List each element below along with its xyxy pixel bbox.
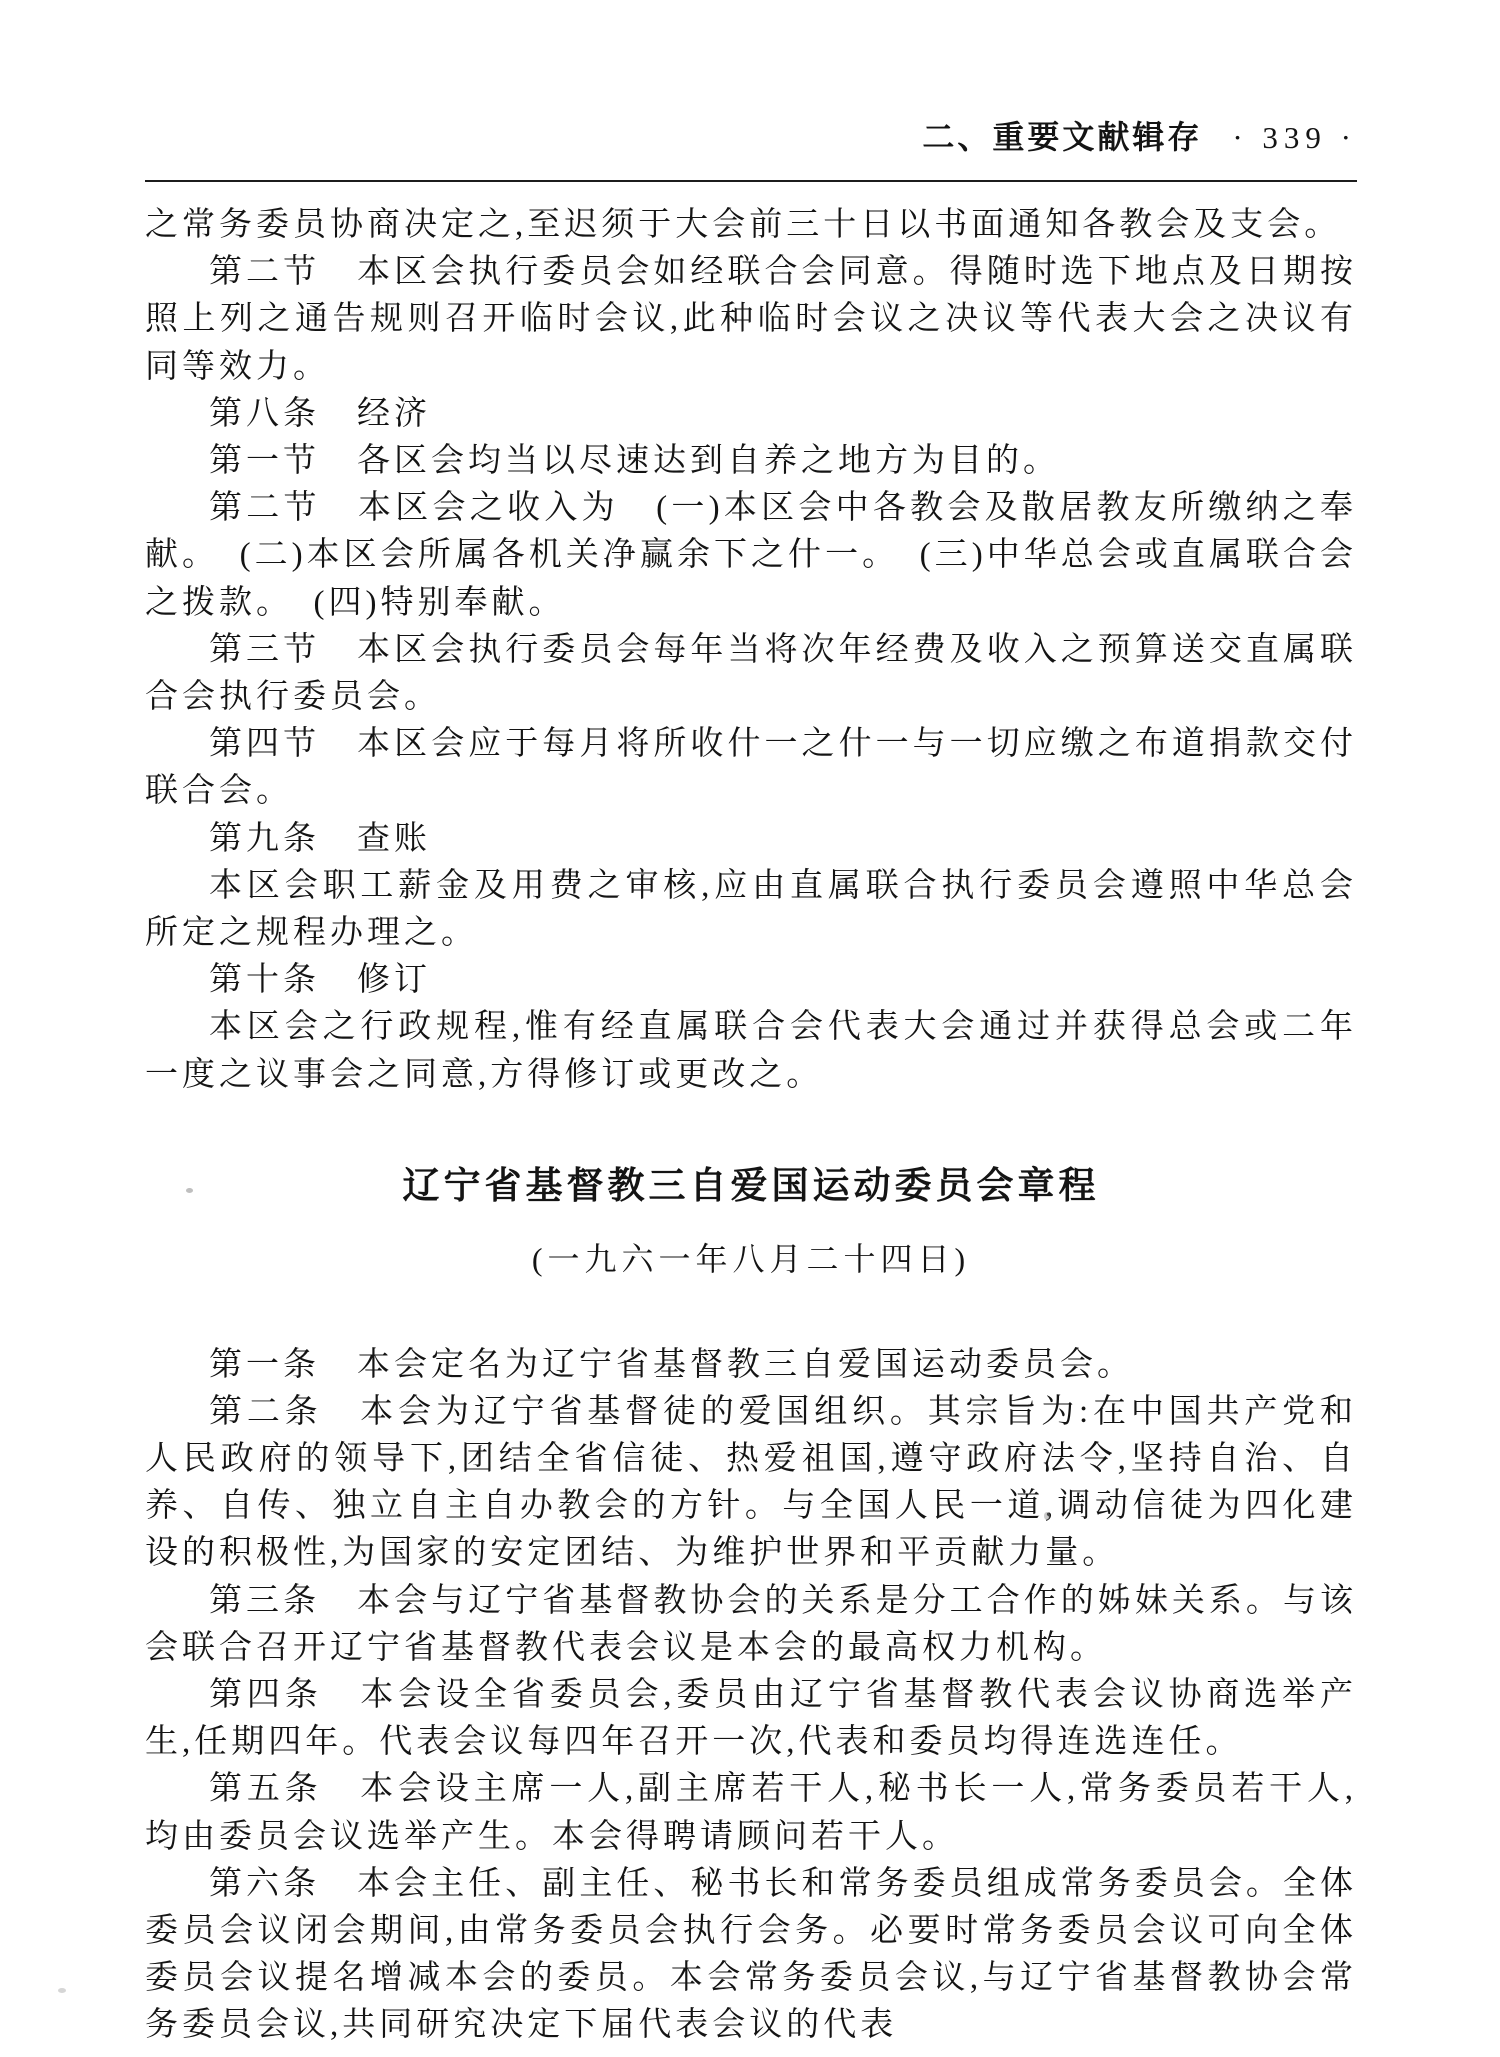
- header-rule: [145, 180, 1357, 182]
- paragraph: 第一节 各区会均当以尽速达到自养之地方为目的。: [209, 443, 1060, 480]
- paragraph: 第四节 本区会应于每月将所收什一之什一与一切应缴之布道捐款交付联合会。: [145, 726, 1357, 810]
- paragraph: 第三节 本区会执行委员会每年当将次年经费及收入之预算送交直属联合会执行委员会。: [145, 631, 1357, 716]
- paragraph: 第八条 经济: [209, 395, 431, 432]
- scan-artifact: [186, 1188, 193, 1193]
- header-section-title: 二、重要文献辑存: [922, 119, 1203, 155]
- paragraph: 本区会之行政规程,惟有经直属联合会代表大会通过并获得总会或二年一度之议事会之同意,方得修订或更改之。: [145, 1009, 1357, 1093]
- paragraph: 第二节 本区会执行委员会如经联合会同意。得随时选下地点及日期按照上列之通告规则召开临时会议,此种临时会议之决议等代表大会之决议有同等效力。: [145, 254, 1357, 385]
- paragraph: 第二节 本区会之收入为 (一)本区会中各教会及散居教友所缴纳之奉献。 (二)本区会所属各机关净赢余下之什一。 (三)中华总会或直属联合会之拨款。 (四)特别奉献。: [145, 490, 1357, 621]
- document2-body: [145, 1342, 1357, 2050]
- paragraph: 第五条 本会设主席一人,副主席若干人,秘书长一人,常务委员若干人,均由委员会议选举产生。本会得聘请顾问若干人。: [145, 1771, 1357, 1855]
- paragraph: 第六条 本会主任、副主任、秘书长和常务委员组成常务委员会。全体委员会议闭会期间,由常务委员会执行会务。必要时常务委员会议可向全体委员会议提名增减本会的委员。本会常务委员会议,与辽宁省基督教协会常务委员会议,共同研究决定下届代表会议的代表: [145, 1865, 1357, 2044]
- scan-artifact: [1044, 1512, 1050, 1520]
- paragraph: 本区会职工薪金及用费之审核,应由直属联合执行委员会遵照中华总会所定之规程办理之。: [145, 867, 1357, 952]
- paragraph: 之常务委员协商决定之,至迟须于大会前三十日以书面通知各教会及支会。: [145, 207, 1342, 243]
- document2-date: (一九六一年八月二十四日): [531, 1240, 971, 1277]
- paragraph: 第四条 本会设全省委员会,委员由辽宁省基督教代表会议协商选举产生,任期四年。代表会议每四年召开一次,代表和委员均得连选连任。: [145, 1677, 1357, 1761]
- paragraph: 第九条 查账: [209, 820, 431, 857]
- header-page-number: · 339 ·: [1232, 120, 1357, 155]
- document2-title: 辽宁省基督教三自爱国运动委员会章程: [402, 1165, 1100, 1207]
- running-header: [145, 0, 1357, 158]
- paragraph: 第一条 本会定名为辽宁省基督教三自爱国运动委员会。: [209, 1346, 1134, 1383]
- document1-body: [145, 202, 1357, 1099]
- paragraph: 第三条 本会与辽宁省基督教协会的关系是分工合作的姊妹关系。与该会联合召开辽宁省基督教代表会议是本会的最高权力机构。: [145, 1582, 1357, 1666]
- scan-artifact: [58, 1988, 66, 1993]
- paragraph: 第二条 本会为辽宁省基督徒的爱国组织。其宗旨为:在中国共产党和人民政府的领导下,团结全省信徒、热爱祖国,遵守政府法令,坚持自治、自养、自传、独立自主自办教会的方针。与全国人民一道,调动信徒为四化建设的积极性,为国家的安定团结、为维护世界和平贡献力量。: [145, 1393, 1357, 1572]
- paragraph: 第十条 修订: [209, 962, 431, 999]
